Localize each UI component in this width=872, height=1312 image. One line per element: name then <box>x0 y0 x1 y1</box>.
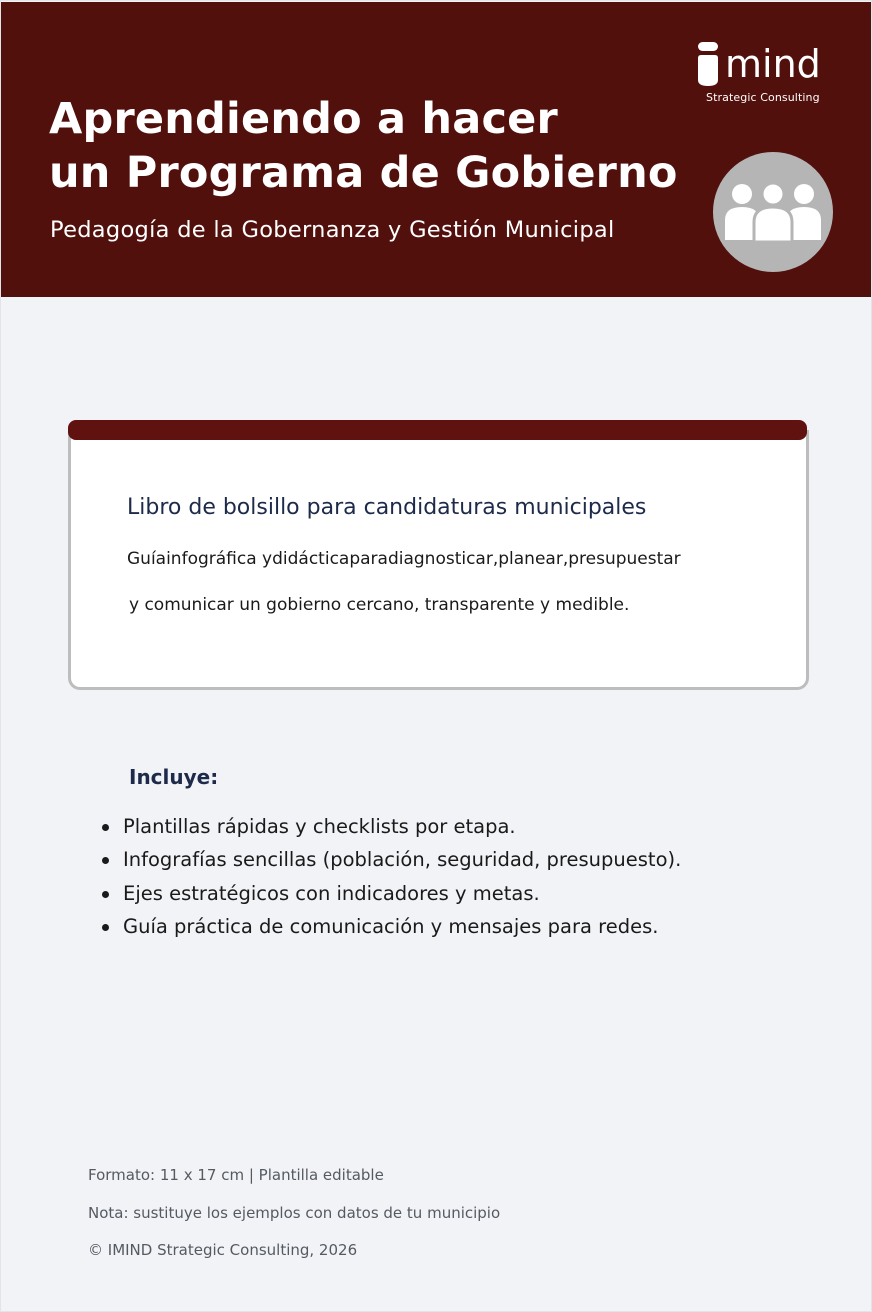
footer-format: Formato: 11 x 17 cm | Plantilla editable <box>88 1166 384 1184</box>
includes-item-text: Plantillas rápidas y checklists por etapa. <box>123 815 516 838</box>
includes-item-text: Infografías sencillas (población, seguridad, presupuesto). <box>123 848 682 872</box>
card-accent-bar <box>68 420 807 440</box>
imind-logo-icon <box>697 42 719 86</box>
title-line-1: Aprendiendo a hacer <box>49 94 558 144</box>
logo-tagline: Strategic Consulting <box>706 91 820 104</box>
header-banner <box>1 2 871 297</box>
includes-item-text: Guía práctica de comunicación y mensajes para redes. <box>123 914 659 938</box>
includes-item <box>100 910 681 943</box>
people-badge <box>713 152 833 272</box>
bullet-icon <box>102 891 109 898</box>
footer-copyright: © IMIND Strategic Consulting, 2026 <box>88 1241 358 1259</box>
imind-logo <box>695 40 835 110</box>
bullet-icon <box>102 824 109 831</box>
card-heading: Libro de bolsillo para candidaturas municipales <box>127 495 647 520</box>
bullet-icon <box>102 857 109 864</box>
logo-wordmark: mind <box>725 42 821 86</box>
includes-item-text: Ejes estratégicos con indicadores y metas. <box>123 881 540 905</box>
page-title <box>49 92 678 200</box>
people-group-icon <box>713 152 833 272</box>
card-description-line-2: y comunicar un gobierno cercano, transparente y medible. <box>129 595 630 615</box>
bullet-icon <box>102 924 109 931</box>
includes-item <box>100 877 681 910</box>
card-description-line-1: Guíainfográfica ydidácticaparadiagnosticar,planear,presupuestar <box>127 549 681 569</box>
footer-note: Nota: sustituye los ejemplos con datos de tu municipio <box>88 1204 501 1222</box>
includes-list <box>100 810 681 943</box>
includes-item <box>100 843 681 876</box>
title-line-2: un Programa de Gobierno <box>49 148 678 198</box>
includes-item <box>100 810 681 843</box>
page-subtitle: Pedagogía de la Gobernanza y Gestión Municipal <box>50 217 615 243</box>
includes-heading: Incluye: <box>129 765 219 789</box>
